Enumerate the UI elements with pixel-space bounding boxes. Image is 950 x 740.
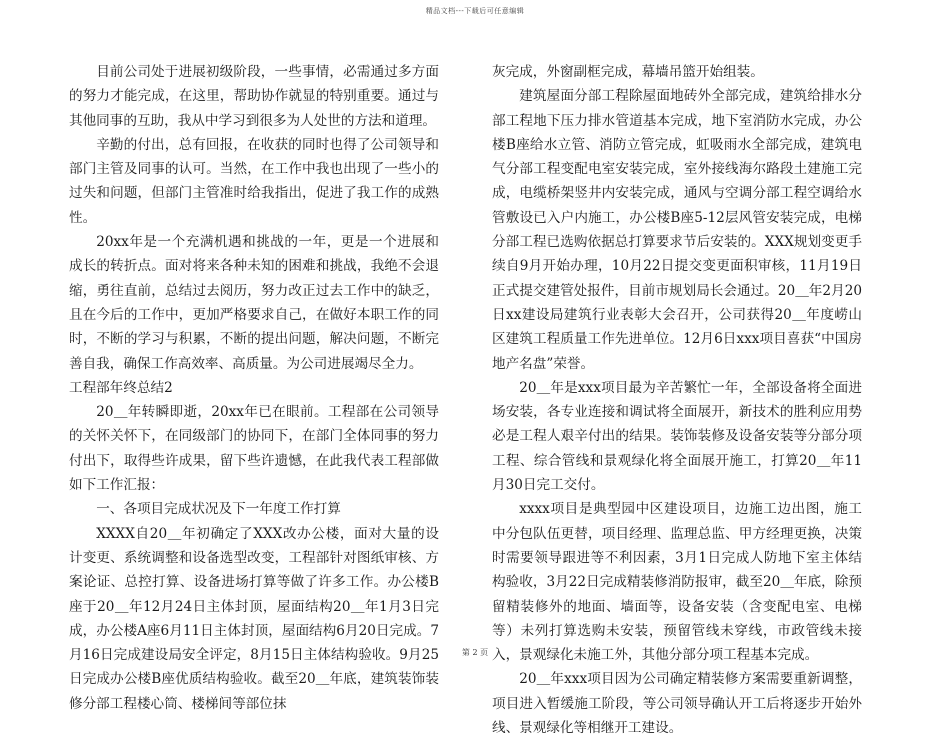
right-column (492, 60, 862, 740)
body-paragraph: XXXX自20＿年初确定了XXX改办公楼，面对大量的设计变更、系统调整和设备选型改变，工程部针对图纸审核、方案论证、总控打算、设备进场打算等做了许多工作。办公楼B座于20＿年12月24日主体封顶，屋面结构20＿年1月3日完成，办公楼A座6月11日主体封顶，屋面结构6月20日完成。7月16日完成建设局安全评定，8月15日主体结构验收。9月25日完成办公楼B座优质结构验收。截至20＿年底，建筑装饰装修分部工程楼心筒、楼梯间等部位抹 (69, 525, 439, 712)
body-paragraph: 20＿年转瞬即逝，20xx年已在眼前。工程部在公司领导的关怀关怀下，在同级部门的协同下，在部门全体同事的努力付出下，取得些许成果，留下些许遗憾，在此我代表工程部做如下工作汇报： (69, 404, 439, 494)
body-paragraph: 20＿年xxx项目因为公司确定精装修方案需要重新调整，项目进入暂缓施工阶段，等公司领导确认开工后将逐步开始外线、景观绿化等相继开工建设。 (492, 671, 862, 737)
page-header: 精品文档---下载后可任意编辑 (425, 7, 525, 15)
subsection-heading: 一、各项目完成状况及下一年度工作打算 (96, 501, 341, 518)
body-paragraph: 20＿年是xxx项目最为辛苦繁忙一年，全部设备将全面进场安装，各专业连接和调试将全面展开，新技术的胜利应用势必是工程人艰辛付出的结果。装饰装修及设备安装等分部分项工程、综合管线和景观绿化将全面展开施工，打算20＿年11月30日完工交付。 (492, 379, 862, 494)
body-paragraph: 辛勤的付出，总有回报，在收获的同时也得了公司领导和部门主管及同事的认可。当然，在工作中我也出现了一些小的过失和问题，但部门主管准时给我指出，促进了我工作的成熟性。 (69, 136, 439, 226)
section-title: 工程部年终总结2 (69, 379, 173, 396)
left-column (69, 60, 439, 716)
body-paragraph: 建筑屋面分部工程除屋面地砖外全部完成，建筑给排水分部工程地下压力排水管道基本完成，地下室消防水完成，办公楼B座给水立管、消防立管完成，虹吸雨水全部完成，建筑电气分部工程变配电室安装完成，室外接线海尔路段土建施工完成，电缆桥架竖井内安装完成，通风与空调分部工程空调给水管敷设已入户内施工，办公楼B座5-12层风管安装完成，电梯分部工程已选购依据总打算要求节后安装的。XXX规划变更手续自9月开始办理，10月22日提交变更面积审核，11月19日正式提交建管处报件，目前市规划局长会通过。20＿年2月20日xx建设局建筑行业表彰大会召开，公司获得20＿年度崂山区建筑工程质量工作先进单位。12月6日xxx项目喜获“中国房地产名盘”荣誉。 (492, 88, 862, 372)
page-number: 第 2 页 (461, 648, 489, 657)
body-paragraph: xxxx项目是典型园中区建设项目，边施工边出图，施工中分包队伍更替，项目经理、监理总监、甲方经理更换，决策时需要领导跟进等不利因素，3月1日完成人防地下室主体结构验收，3月22日完成精装修消防报审，截至20＿年底，除预留精装修外的地面、墙面等，设备安装（含变配电室、电梯等）未列打算选购未安装，预留管线未穿线，市政管线未接入，景观绿化未施工外，其他分部分项工程基本完成。 (492, 501, 862, 664)
continued-paragraph: 灰完成，外窗副框完成，幕墙吊篮开始组装。 (492, 64, 764, 80)
body-paragraph: 20xx年是一个充满机遇和挑战的一年，更是一个进展和成长的转折点。面对将来各种未知的困难和挑战，我绝不会退缩，勇往直前，总结过去阅历，努力改正过去工作中的缺乏，且在今后的工作中，更加严格要求自己，在做好本职工作的同时，不断的学习与积累，不断的提出问题，解决问题，不断完善自我，确保工作高效率、高质量。为公司进展竭尽全力。 (69, 234, 439, 372)
body-paragraph: 目前公司处于进展初级阶段，一些事情，必需通过多方面的努力才能完成，在这里，帮助协作就显的特别重要。通过与其他同事的互助，我从中学习到很多为人处世的方法和道理。 (69, 64, 439, 129)
